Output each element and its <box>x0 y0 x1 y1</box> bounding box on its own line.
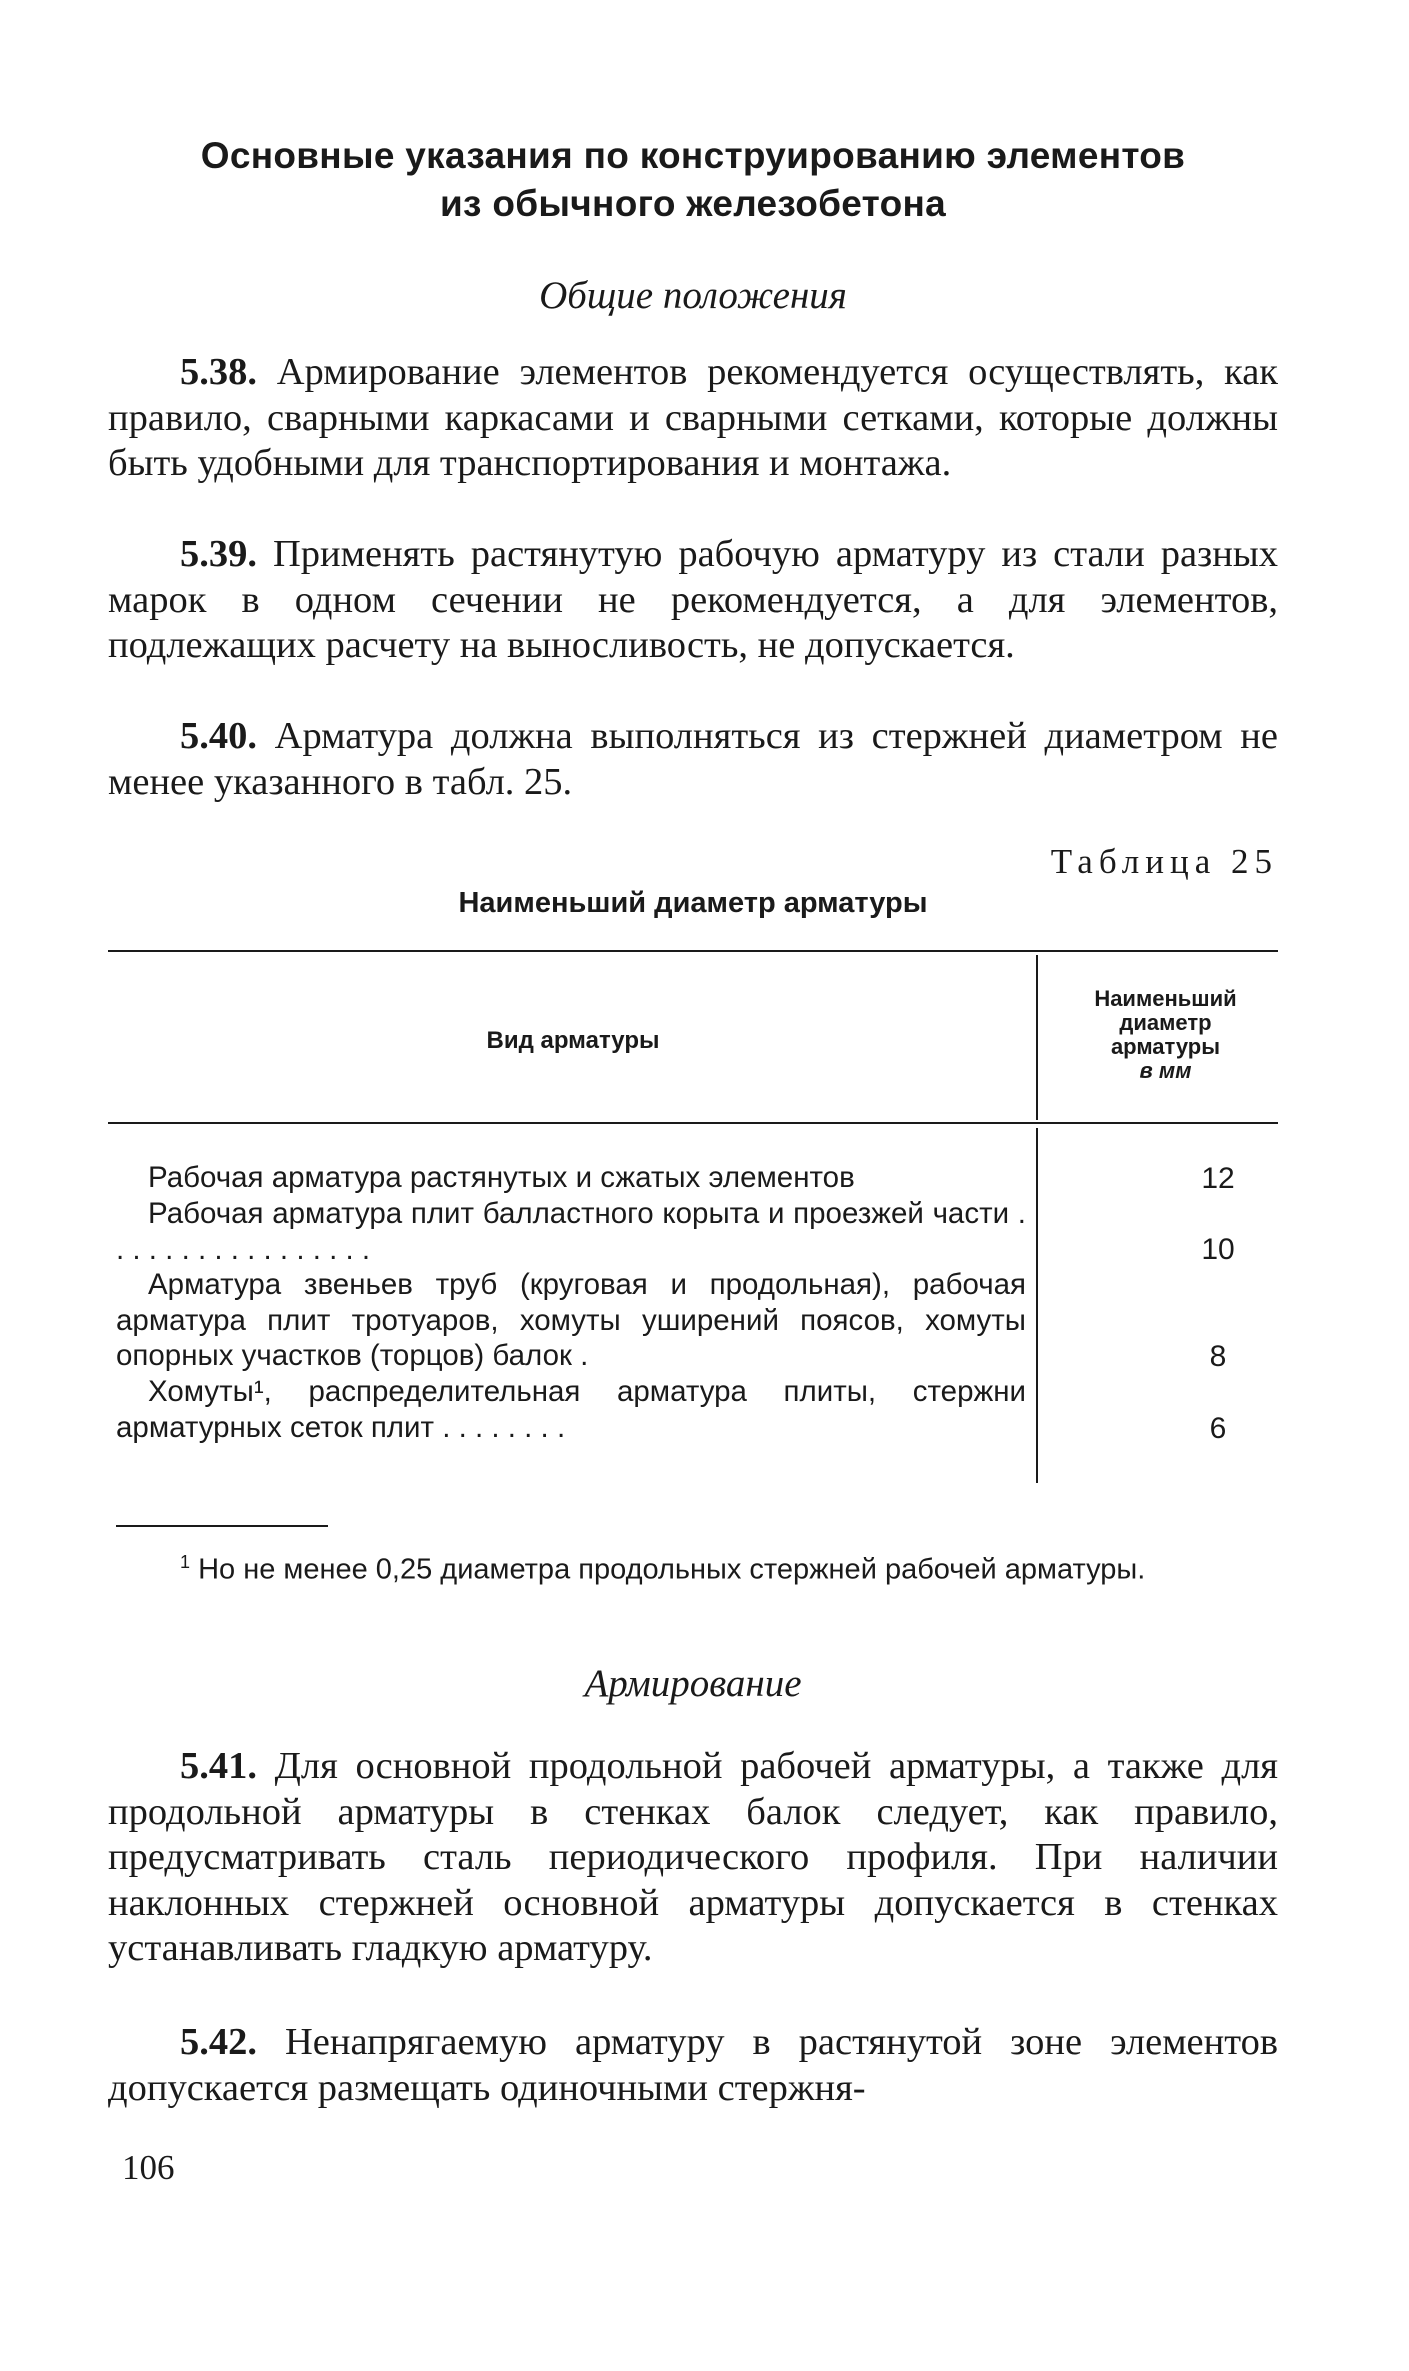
paragraph-5-42 <box>108 2020 1278 2111</box>
paragraph-5-40 <box>108 714 1278 805</box>
footnote-mark: 1 <box>180 1552 191 1572</box>
table-number: Таблица 25 <box>1050 842 1278 881</box>
paragraph-text: Применять растянутую рабочую арматуру из стали разных марок в одном сечении не рекомендуется, а для элементов, подлежащих расчету на выносливость, не допускается. <box>108 533 1278 666</box>
header-line: арматуры <box>1110 1034 1221 1059</box>
paragraph-text: Армирование элементов рекомендуется осуществлять, как правило, сварными каркасами и сварными сетками, которые должны быть удобными для транспортирования и монтажа. <box>108 351 1278 484</box>
table-row-text: Хомуты¹, распределительная арматура плиты, стержни арматурных сеток плит . . . . . . . . <box>116 1375 1026 1444</box>
paragraph-5-41 <box>108 1744 1278 1972</box>
heading-line-2: из обычного железобетона <box>440 183 946 224</box>
table-header-diameter <box>1053 987 1278 1083</box>
paragraph-number: 5.38. <box>180 351 257 393</box>
table-header-type: Вид арматуры <box>486 1027 660 1054</box>
table-cell-value: 10 <box>1201 1233 1235 1266</box>
footnote-rule <box>116 1525 328 1527</box>
table-top-rule <box>108 950 1278 952</box>
footnote <box>108 1544 1278 1589</box>
section-title-reinforcement: Армирование <box>584 1662 802 1705</box>
table-cell-value: 12 <box>1201 1162 1235 1195</box>
header-line: диаметр <box>1119 1010 1212 1035</box>
paragraph-number: 5.40. <box>180 715 257 757</box>
table-row-text: Рабочая арматура плит балластного корыта и проезжей части . . . . . . . . . . . . . . . . . <box>116 1197 1026 1266</box>
paragraph-5-38 <box>108 350 1278 487</box>
header-line: Наименьший <box>1094 986 1237 1011</box>
paragraph-text: Ненапрягаемую арматуру в растянутой зоне элементов допускается размещать одиночными стержня- <box>108 2021 1278 2109</box>
header-line: в мм <box>1139 1058 1192 1083</box>
heading-line-1: Основные указания по конструированию элементов <box>200 135 1186 176</box>
paragraph-number: 5.39. <box>180 533 257 575</box>
page-number: 106 <box>122 2148 175 2187</box>
table-row-text: Рабочая арматура растянутых и сжатых элементов <box>148 1161 855 1194</box>
paragraph-number: 5.42. <box>180 2021 257 2063</box>
footnote-text: Но не менее 0,25 диаметра продольных стержней рабочей арматуры. <box>198 1553 1146 1586</box>
table-cell-value: 8 <box>1209 1340 1227 1373</box>
page-heading <box>108 132 1278 228</box>
paragraph-text: Арматура должна выполняться из стержней диаметром не менее указанного в табл. 25. <box>108 715 1278 803</box>
table-body-divider <box>1036 1128 1038 1483</box>
table-row-text: Арматура звеньев труб (круговая и продольная), рабочая арматура плит тротуаров, хомуты уширений поясов, хомуты опорных участков (торцов) балок . <box>116 1268 1026 1372</box>
paragraph-5-39 <box>108 532 1278 669</box>
table-title: Наименьший диаметр арматуры <box>458 887 928 919</box>
paragraph-text: Для основной продольной рабочей арматуры, а также для продольной арматуры в стенках балок следует, как правило, предусматривать сталь периодического профиля. При наличии наклонных стержней основной арматуры допускается в стенках устанавливать гладкую арматуру. <box>108 1745 1278 1969</box>
paragraph-number: 5.41. <box>180 1745 257 1787</box>
table-header-rule <box>108 1122 1278 1124</box>
table-cell-value: 6 <box>1209 1412 1227 1445</box>
section-title-general: Общие положения <box>539 274 847 317</box>
